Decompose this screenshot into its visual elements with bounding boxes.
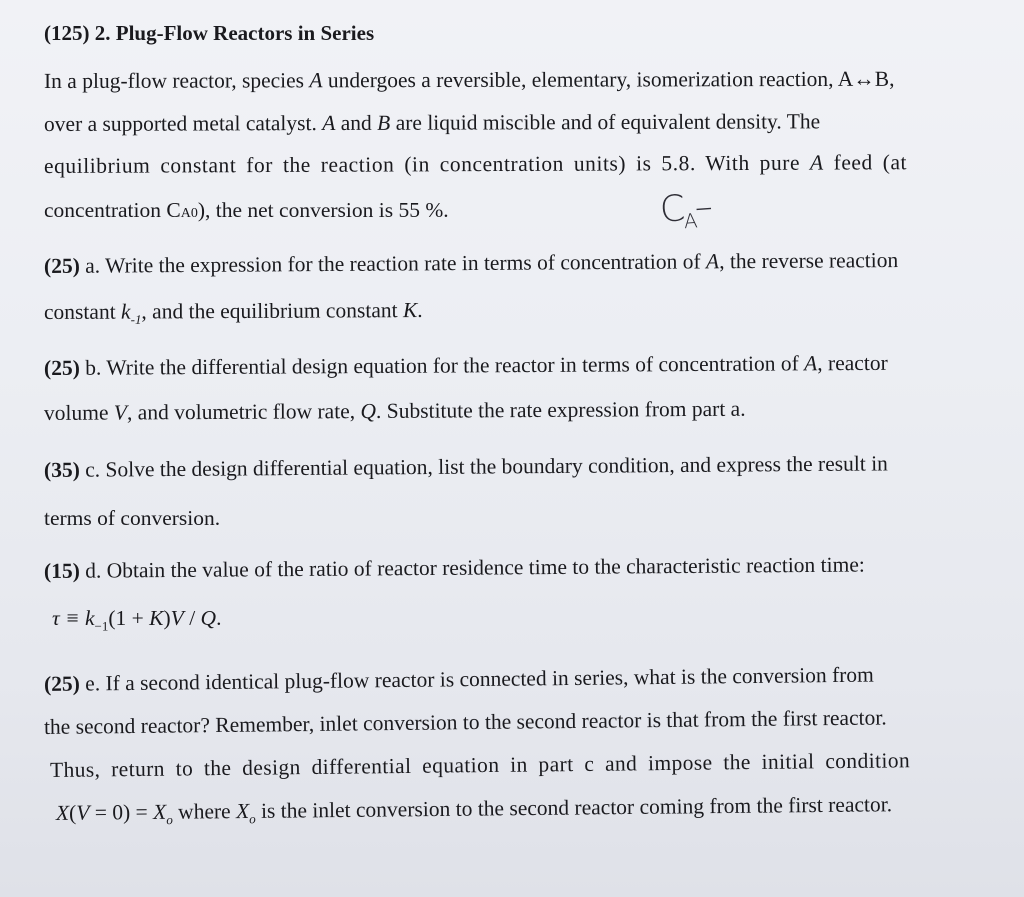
part-a-line-1: (25) a. Write the expression for the reaction rate in terms of concentration of A, the reverse reaction [43, 248, 899, 278]
intro-line-2: over a supported metal catalyst. A and B are liquid miscible and of equivalent density. The [43, 109, 821, 136]
part-e-line-2: the second reactor? Remember, inlet conversion to the second reactor is that from the first reactor. [43, 705, 887, 739]
intro-line-3: equilibrium constant for the reaction (in concentration units) is 5.8. With pure A feed (at [43, 150, 908, 178]
part-a-line-2: constant $k_{-1}$, and the equilibrium constant K. [43, 298, 423, 327]
part-c-points: (35) [43, 457, 80, 482]
intro-line-4: concentration CA0), the net conversion is 55 %. [44, 198, 449, 222]
part-e-line-1: (25) e. If a second identical plug-flow reactor is connected in series, what is the conversion from [43, 662, 874, 696]
title-points: (125) [44, 21, 90, 45]
part-a-points: (25) [43, 253, 80, 278]
part-d-points: (15) [43, 558, 80, 583]
intro-line-1: In a plug-flow reactor, species A undergoes a reversible, elementary, isomerization reaction, A↔B, [43, 66, 895, 93]
title-heading: 2. Plug-Flow Reactors in Series [94, 21, 375, 45]
part-e-points: (25) [43, 671, 80, 696]
part-e-line-4: $X(V = 0) = X_o$ where $X_o$ is the inlet conversion to the second reactor coming from the first reactor. [55, 792, 893, 828]
part-d-line-1: (15) d. Obtain the value of the ratio of reactor residence time to the characteristic reaction time: [43, 552, 865, 583]
part-c-line-1: (35) c. Solve the design differential equation, list the boundary condition, and express the result in [43, 451, 888, 482]
part-b-points: (25) [43, 355, 80, 380]
part-b-line-1: (25) b. Write the differential design equation for the reactor in terms of concentration of A, reactor [43, 350, 888, 380]
handwritten-note: $C_A-$ [658, 186, 713, 234]
part-e-line-3: Thus, return to the design differential equation in part c and impose the initial condition [49, 748, 911, 782]
part-d-formula: $\tau \equiv k_{-1}(1 + K)V / Q$. [52, 606, 222, 634]
part-c-line-2: terms of conversion. [44, 506, 221, 530]
part-b-line-2: volume V, and volumetric flow rate, Q. Substitute the rate expression from part a. [43, 396, 746, 425]
problem-title [44, 20, 374, 46]
